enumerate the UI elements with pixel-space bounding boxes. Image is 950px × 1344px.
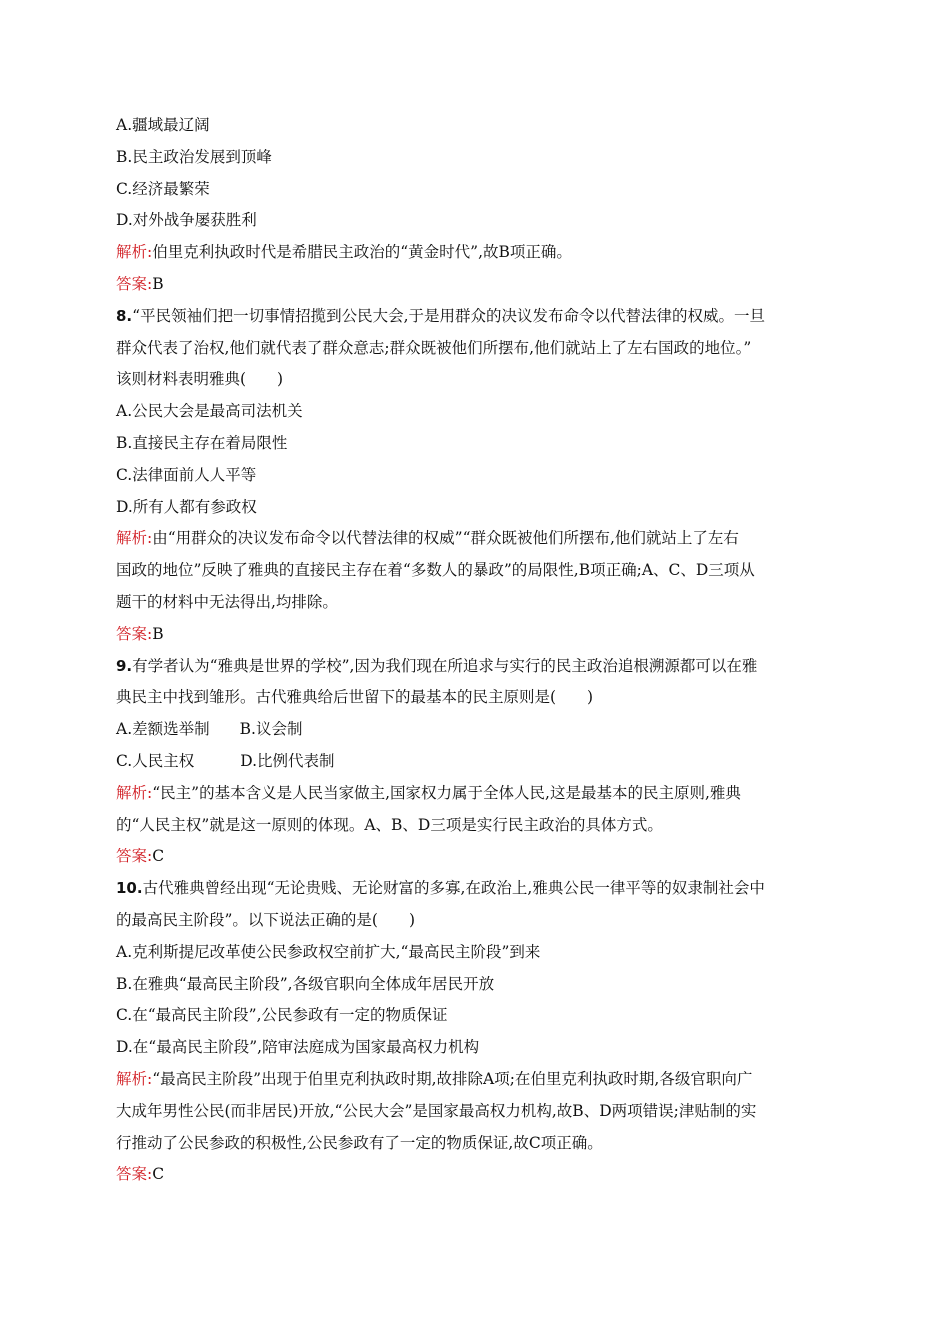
answer bbox=[116, 269, 836, 301]
question-8-stem-line-2: 群众代表了治权,他们就代表了群众意志;群众既被他们所摆布,他们就站上了左右国政的地位。” bbox=[116, 338, 752, 357]
option-d: D.所有人都有参政权 bbox=[116, 497, 257, 516]
option-d: D.比例代表制 bbox=[240, 751, 335, 770]
answer bbox=[116, 841, 836, 873]
option-c: C.经济最繁荣 bbox=[116, 179, 210, 198]
analysis-text: 伯里克利执政时代是希腊民主政治的“黄金时代”,故B项正确。 bbox=[152, 243, 572, 262]
analysis-line: 国政的地位”反映了雅典的直接民主存在着“多数人的暴政”的局限性,B项正确;A、C、D三项从 bbox=[116, 561, 755, 580]
option-c: C.在“最高民主阶段”,公民参政有一定的物质保证 bbox=[116, 1006, 448, 1025]
question-number: 8. bbox=[116, 306, 133, 325]
question-8-stem-line-1 bbox=[116, 301, 836, 333]
answer bbox=[116, 619, 836, 651]
analysis-label: 解析: bbox=[116, 243, 153, 262]
question-10-stem-line-2: 的最高民主阶段”。以下说法正确的是( ) bbox=[116, 910, 416, 929]
option-row bbox=[116, 746, 836, 778]
analysis-text: 由“用群众的决议发布命令以代替法律的权威”“群众既被他们所摆布,他们就站上了左右 bbox=[152, 529, 739, 548]
answer-label: 答案: bbox=[116, 274, 153, 293]
stem-text: “平民领袖们把一切事情招揽到公民大会,于是用群众的决议发布命令以代替法律的权威。一旦 bbox=[132, 306, 765, 325]
analysis bbox=[116, 1064, 836, 1096]
answer-text: B bbox=[152, 274, 164, 293]
answer-label: 答案: bbox=[116, 1165, 153, 1184]
option-b: B.在雅典“最高民主阶段”,各级官职向全体成年居民开放 bbox=[116, 974, 495, 993]
analysis bbox=[116, 778, 836, 810]
question-number: 10. bbox=[116, 879, 143, 898]
analysis-line: 题干的材料中无法得出,均排除。 bbox=[116, 592, 338, 611]
question-9-stem-line-1 bbox=[116, 651, 836, 683]
option-b: B.直接民主存在着局限性 bbox=[116, 433, 288, 452]
option-d: D.在“最高民主阶段”,陪审法庭成为国家最高权力机构 bbox=[116, 1038, 480, 1057]
analysis-label: 解析: bbox=[116, 783, 153, 802]
question-8-stem-line-3: 该则材料表明雅典( ) bbox=[116, 370, 284, 389]
option-b: B.议会制 bbox=[239, 720, 303, 739]
analysis-line: 的“人民主权”就是这一原则的体现。A、B、D三项是实行民主政治的具体方式。 bbox=[116, 815, 663, 834]
option-b: B.民主政治发展到顶峰 bbox=[116, 147, 272, 166]
answer-label: 答案: bbox=[116, 624, 153, 643]
answer bbox=[116, 1159, 836, 1191]
answer-text: B bbox=[152, 624, 164, 643]
analysis-label: 解析: bbox=[116, 1069, 153, 1088]
option-a: A.差额选举制 bbox=[116, 720, 210, 739]
stem-text: 有学者认为“雅典是世界的学校”,因为我们现在所追求与实行的民主政治追根溯源都可以在雅 bbox=[132, 656, 758, 675]
option-c: C.人民主权 bbox=[116, 751, 195, 770]
option-c: C.法律面前人人平等 bbox=[116, 465, 257, 484]
answer-text: C bbox=[152, 1165, 165, 1184]
analysis bbox=[116, 237, 836, 269]
question-number: 9. bbox=[116, 656, 133, 675]
analysis-line: 大成年男性公民(而非居民)开放,“公民大会”是国家最高权力机构,故B、D两项错误;津贴制的实 bbox=[116, 1101, 757, 1120]
option-a: A.公民大会是最高司法机关 bbox=[116, 402, 303, 421]
analysis-text: “最高民主阶段”出现于伯里克利执政时期,故排除A项;在伯里克利执政时期,各级官职向广 bbox=[152, 1069, 753, 1088]
answer-text: C bbox=[152, 847, 165, 866]
question-10-stem-line-1 bbox=[116, 873, 836, 905]
analysis bbox=[116, 523, 836, 555]
answer-label: 答案: bbox=[116, 847, 153, 866]
option-a: A.克利斯提尼改革使公民参政权空前扩大,“最高民主阶段”到来 bbox=[116, 942, 541, 961]
stem-text: 古代雅典曾经出现“无论贵贱、无论财富的多寡,在政治上,雅典公民一律平等的奴隶制社会中 bbox=[142, 879, 765, 898]
option-a: A.疆域最辽阔 bbox=[116, 116, 210, 134]
document-page bbox=[116, 110, 836, 1191]
question-9-stem-line-2: 典民主中找到雏形。古代雅典给后世留下的最基本的民主原则是( ) bbox=[116, 688, 594, 707]
option-d: D.对外战争屡获胜利 bbox=[116, 211, 257, 230]
analysis-text: “民主”的基本含义是人民当家做主,国家权力属于全体人民,这是最基本的民主原则,雅典 bbox=[152, 783, 741, 802]
analysis-line: 行推动了公民参政的积极性,公民参政有了一定的物质保证,故C项正确。 bbox=[116, 1133, 603, 1152]
option-row bbox=[116, 714, 836, 746]
analysis-label: 解析: bbox=[116, 529, 153, 548]
